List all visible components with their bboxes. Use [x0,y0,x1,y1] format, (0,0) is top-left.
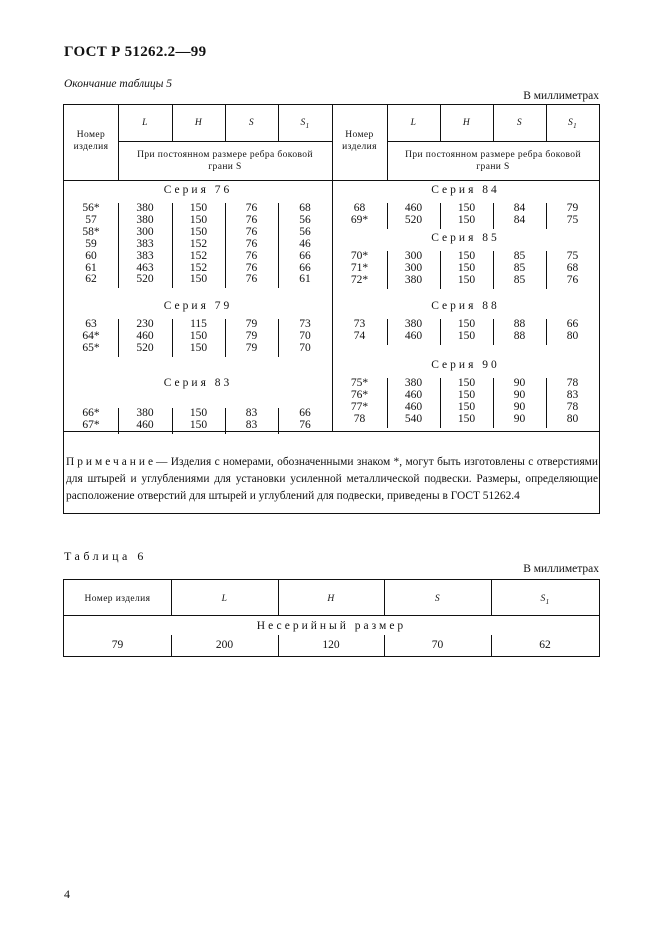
column-span-caption: При постоянном размере ребра боковой грани S [137,150,313,172]
table-cell-left: 60 [85,249,97,262]
table-cell-left: 150 [189,225,208,238]
table-6-title: Таблица 6 [64,549,147,563]
table-cell-right: 68 [566,261,579,274]
table-cell-left: 152 [189,261,208,274]
table-6 [63,579,600,657]
table-continuation-caption: Окончание таблицы 5 [64,78,172,90]
column-header-S-right: S [516,118,523,128]
table-cell-right: 85 [513,250,526,262]
table-cell-right: 150 [457,329,476,342]
table-cell-right: 520 [404,213,423,226]
table-cell-left: 150 [189,407,208,419]
table-cell-right: 78 [566,400,579,413]
table-cell-right: 72* [350,273,369,286]
document-header: ГОСТ Р 51262.2—99 [64,44,207,60]
series-title-right-2: Серия 88 [431,300,500,312]
column-header-L: L [142,118,148,128]
table-cell-right: 90 [513,388,526,401]
table-cell-left: 76 [245,202,258,214]
table-cell-left: 150 [189,202,208,214]
table-cell-left: 83 [245,418,258,431]
table-cell-left: 65* [82,341,100,354]
t6-header-S1: $S_1$ [540,594,550,606]
table-cell-right: 75 [566,213,579,226]
table-cell-left: 58* [82,225,100,238]
column-header-H: H [194,118,203,128]
table-cell-left: 66* [82,407,100,419]
table-cell-left: 150 [189,213,208,226]
units-label: В миллиметрах [523,90,599,102]
table-cell-left: 150 [189,329,208,342]
table-cell-right: 460 [404,329,423,342]
table-cell-right: 90 [513,377,526,389]
table-cell-right: 66 [566,318,579,330]
table-cell-left: 46 [299,237,311,250]
table-cell-left: 64* [82,329,100,342]
table-cell-left: 79 [245,341,258,354]
table-cell-left: 68 [299,202,311,214]
table-cell-left: 83 [245,407,258,419]
table-cell-left: 76 [245,237,258,250]
table-cell-right: 540 [404,412,423,425]
table-cell-left: 76 [245,225,258,238]
table-cell-right: 75 [566,250,579,262]
t6-header-item: Номер изделия [84,594,151,604]
table-cell-right: 78 [566,377,579,389]
table-cell-left: 79 [245,318,258,330]
t6-cell-S1: 62 [539,639,551,651]
table-cell-left: 520 [136,273,154,286]
table-cell-left: 56 [299,213,311,226]
table-cell-right: 76 [566,273,579,286]
table-cell-left: 73 [299,318,311,330]
page-number: 4 [64,887,70,901]
table-cell-left: 152 [189,237,208,250]
t6-cell-S: 70 [431,639,444,651]
table-cell-right: 380 [404,377,423,389]
table-cell-right: 85 [513,261,526,274]
t6-header-H: H [327,594,335,604]
table-cell-right: 460 [404,202,423,214]
t6-cell-item: 79 [111,639,124,651]
table-cell-right: 380 [404,318,423,330]
table-cell-right: 78 [353,412,366,425]
table-cell-left: 380 [136,213,154,226]
table-cell-right: 88 [513,318,526,330]
t6-cell-L: 200 [215,639,234,651]
table-cell-left: 66 [299,407,311,419]
column-header-item: Номер изделия [73,130,109,152]
table-cell-right: 84 [513,213,526,226]
table-cell-right: 88 [513,329,526,342]
table-cell-left: 463 [136,261,154,274]
table-cell-left: 76 [245,273,258,286]
table-cell-right: 76* [350,388,369,401]
t6-header-S: S [434,594,441,604]
table-cell-left: 59 [85,237,97,250]
table-cell-left: 150 [189,418,208,431]
series-title-left-2: Серия 83 [163,377,233,389]
table-cell-left: 380 [136,202,154,214]
table-cell-right: 68 [353,202,366,214]
table-cell-left: 70 [299,341,311,354]
table-cell-right: 79 [566,202,579,214]
table-cell-right: 300 [404,250,423,262]
table-cell-right: 90 [513,412,526,425]
table-cell-left: 150 [189,273,208,286]
table-cell-left: 380 [136,407,154,419]
table-cell-right: 70* [350,250,369,262]
t6-group-title: Несерийный размер [256,620,407,632]
table-cell-right: 90 [513,400,526,413]
table-cell-left: 67* [82,418,100,431]
table-cell-left: 76 [245,213,258,226]
table-cell-right: 73 [353,318,366,330]
table-cell-left: 115 [190,318,207,330]
table-cell-right: 460 [404,388,423,401]
table-cell-right: 85 [513,273,526,286]
table-cell-left: 66 [299,249,311,262]
series-title-right-3: Серия 90 [431,359,500,371]
table-cell-right: 75* [350,377,369,389]
table-cell-right: 150 [457,273,476,286]
t6-header-L: L [221,594,228,604]
series-title-right-1: Серия 85 [431,232,500,244]
table-cell-left: 66 [299,261,311,274]
table-cell-right: 150 [457,318,476,330]
column-header-S: S [248,118,255,128]
table-cell-right: 71* [350,261,369,274]
table-cell-right: 380 [404,273,423,286]
table-cell-left: 300 [136,225,154,238]
table-cell-left: 460 [136,418,154,431]
column-header-H-right: H [462,118,471,128]
table-cell-left: 63 [85,318,97,330]
table-cell-left: 230 [136,318,154,330]
table-cell-left: 383 [136,249,154,262]
table-6-units: В миллиметрах [523,563,599,575]
table-5-note [66,454,598,505]
table-cell-left: 61 [85,261,97,274]
table-cell-right: 84 [513,202,526,214]
column-header-S1: $S_1$ [300,118,310,130]
table-cell-right: 150 [457,400,476,413]
table-cell-left: 79 [245,329,258,342]
table-cell-left: 56* [82,202,100,214]
table-cell-right: 150 [457,261,476,274]
table-cell-right: 150 [457,388,476,401]
table-cell-right: 80 [566,329,579,342]
table-cell-left: 57 [85,213,97,226]
column-header-S1-right: $S_1$ [567,118,578,130]
note-label: Примечание [66,456,157,468]
table-cell-left: 62 [85,273,97,286]
table-cell-left: 70 [299,329,311,342]
note-text: — Изделия с номерами, обозначенными знаком *, могут быть изготовлены с отверстиями для штырей и углублениями для установки усиленной металлической подвески. Размеры, определяющие расположение отверстий для штырей и углублений для подвески, приведены в ГОСТ 51262.4 [66,456,598,502]
table-cell-right: 83 [566,388,579,401]
table-cell-right: 150 [457,202,476,214]
table-cell-right: 80 [566,412,579,425]
table-5 [63,104,600,514]
table-cell-left: 383 [136,237,154,250]
column-header-item-right: Номер изделия [342,130,377,152]
table-cell-right: 77* [350,400,369,413]
table-cell-left: 56 [299,225,311,238]
table-cell-right: 150 [457,250,476,262]
table-cell-left: 460 [136,329,154,342]
table-cell-left: 150 [189,341,208,354]
t6-cell-H: 120 [322,639,340,651]
series-title-right-0: Серия 84 [431,184,500,196]
table-cell-right: 150 [457,412,476,425]
table-cell-left: 152 [189,249,208,262]
table-cell-left: 76 [245,261,258,274]
table-cell-right: 460 [404,400,423,413]
table-cell-right: 150 [457,377,476,389]
column-span-caption-right: При постоянном размере ребра боковой грани S [405,150,581,172]
table-cell-left: 76 [299,418,311,431]
table-cell-left: 76 [245,249,258,262]
column-header-L-right: L [410,118,417,128]
table-cell-right: 74 [353,329,366,342]
table-cell-right: 300 [404,261,423,274]
series-title-left-1: Серия 79 [163,300,233,312]
table-cell-left: 520 [136,341,154,354]
table-cell-right: 69* [350,213,369,226]
table-cell-right: 150 [457,213,476,226]
table-cell-left: 61 [299,273,311,286]
series-title-left-0: Серия 76 [163,184,233,196]
